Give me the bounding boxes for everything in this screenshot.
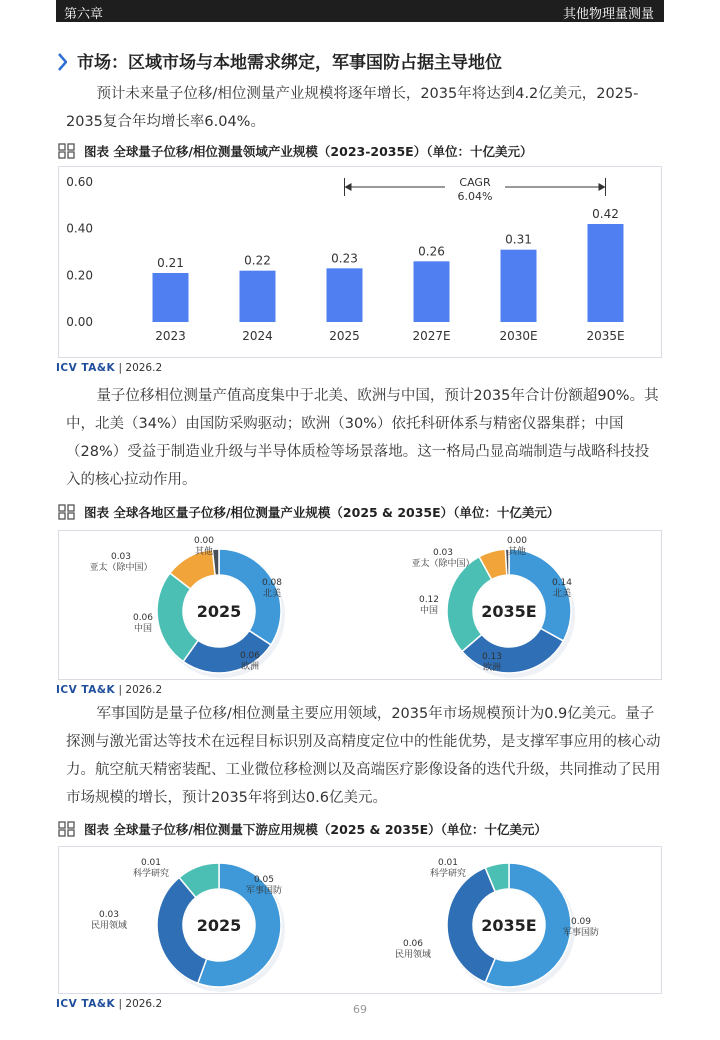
chapter-label: 第六章 [64, 7, 104, 22]
donut-center-label: 2035E [481, 916, 537, 935]
section-label: 其他物理量测量 [562, 7, 654, 22]
x-tick-label: 2035E [586, 329, 625, 343]
bar [153, 273, 189, 322]
slice-name-label: 民用领域 [90, 921, 128, 931]
slice-value-label: 0.01 [140, 858, 162, 868]
x-tick-label: 2025 [329, 329, 360, 343]
slice-value-label: 0.03 [432, 548, 454, 558]
slice-name-label: 其他 [507, 547, 527, 557]
bar [414, 261, 450, 322]
bar-chart [59, 167, 661, 357]
slice-name-label: 中国 [133, 624, 153, 634]
slice-name-label: 亚太（除中国） [411, 559, 475, 569]
bar [501, 250, 537, 322]
bar [240, 271, 276, 322]
y-tick-label: 0.00 [66, 315, 93, 329]
slice-name-label: 北美 [552, 589, 572, 599]
donut-center-label: 2035E [481, 602, 537, 621]
figure-3-caption-text: 图表 全球量子位移/相位测量下游应用规模（2025 & 2035E）（单位：十亿美元） [84, 822, 547, 837]
slice-name-label: 北美 [262, 589, 282, 599]
source-note-3: ICV TA&K | 2026.2 [56, 998, 163, 1010]
bar [588, 224, 624, 322]
region-donut-charts [59, 531, 661, 679]
slice-name-label: 中国 [419, 606, 439, 616]
slice-value-label: 0.06 [402, 939, 424, 949]
slice-value-label: 0.06 [239, 651, 261, 661]
donut-center-label: 2025 [196, 916, 242, 935]
slice-name-label: 军事国防 [245, 886, 283, 896]
slice-value-label: 0.03 [98, 910, 120, 920]
application-donut-panel [58, 846, 662, 994]
bar-value-label: 0.26 [418, 244, 445, 259]
slice-value-label: 0.05 [253, 875, 275, 885]
y-tick-label: 0.60 [66, 175, 93, 189]
slice-name-label: 科学研究 [429, 869, 467, 879]
slice-name-label: 其他 [194, 547, 214, 557]
slice-value-label: 0.00 [193, 536, 215, 546]
chart-icon [58, 821, 76, 837]
section-title-text: 市场：区域市场与本地需求绑定，军事国防占据主导地位 [77, 53, 502, 73]
x-tick-label: 2030E [499, 329, 538, 343]
figure-1-caption [58, 142, 532, 160]
source-date: 2026.2 [125, 684, 163, 696]
slice-value-label: 0.13 [481, 652, 503, 662]
cagr-label: CAGR [459, 176, 491, 189]
slice-name-label: 民用领域 [394, 950, 432, 960]
x-tick-label: 2024 [242, 329, 273, 343]
paragraph-1: 预计未来量子位移/相位测量产业规模将逐年增长，2035年将达到4.2亿美元，2025-2035复合年均增长率6.04%。 [66, 86, 639, 130]
donut-center-label: 2025 [196, 602, 242, 621]
chevron-right-icon [58, 53, 67, 71]
chart-icon [58, 143, 76, 159]
cagr-arrow-head [599, 183, 606, 191]
source-date: 2026.2 [125, 998, 163, 1010]
slice-value-label: 0.08 [261, 578, 283, 588]
x-tick-label: 2023 [155, 329, 186, 343]
figure-1-caption-text: 图表 全球量子位移/相位测量领域产业规模（2023-2035E）（单位：十亿美元） [84, 144, 533, 159]
source-note-1: ICV TA&K | 2026.2 [56, 362, 163, 374]
figure-3-caption [58, 820, 547, 838]
cagr-arrow-head [345, 183, 352, 191]
paragraph-3: 军事国防是量子位移/相位测量主要应用领域，2035年市场规模预计为0.9亿美元。量子探测与激光雷达等技术在远程目标识别及高精度定位中的性能优势，是支撑军事应用的核心动力。航空航天精密装配、工业微位移检测以及高端医疗影像设备的迭代升级，共同推动了民用市场规模的增长，预计2035年将到达0.6亿美元。 [66, 706, 661, 806]
section-title [58, 48, 502, 73]
slice-value-label: 0.14 [551, 578, 573, 588]
source-date: 2026.2 [125, 362, 163, 374]
bar-chart-panel [58, 166, 662, 358]
slice-value-label: 0.06 [132, 613, 154, 623]
slice-name-label: 科学研究 [132, 869, 170, 879]
bar [327, 268, 363, 322]
source-brand: ICV TA&K [56, 684, 116, 696]
slice-name-label: 亚太（除中国） [89, 563, 153, 573]
source-note-2: ICV TA&K | 2026.2 [56, 684, 163, 696]
slice-value-label: 0.01 [437, 858, 459, 868]
chart-icon [58, 504, 76, 520]
bar-value-label: 0.22 [244, 253, 271, 268]
y-tick-label: 0.20 [66, 268, 93, 283]
slice-value-label: 0.09 [570, 917, 592, 927]
application-donut-charts [59, 847, 661, 993]
slice-name-label: 欧洲 [482, 663, 502, 673]
bar-value-label: 0.31 [505, 232, 532, 247]
y-tick-label: 0.40 [66, 221, 93, 236]
figure-2-caption [58, 503, 559, 521]
bar-value-label: 0.21 [157, 256, 184, 270]
page-header [56, 0, 664, 22]
x-tick-label: 2027E [412, 329, 451, 343]
slice-value-label: 0.00 [506, 536, 528, 546]
paragraph-2: 量子位移相位测量产值高度集中于北美、欧洲与中国，预计2035年合计份额超90%。其中，北美（34%）由国防采购驱动；欧洲（30%）依托科研体系与精密仪器集群；中国（28%）受益于制造业升级与半导体质检等场景落地。这一格局凸显高端制造与战略科技投入的核心拉动作用。 [66, 388, 659, 488]
bar-value-label: 0.23 [331, 251, 358, 266]
source-brand: ICV TA&K [56, 362, 116, 374]
slice-value-label: 0.12 [418, 595, 440, 605]
figure-2-caption-text: 图表 全球各地区量子位移/相位测量产业规模（2025 & 2035E）（单位：十亿美元） [84, 505, 560, 520]
slice-name-label: 欧洲 [240, 662, 260, 672]
page-number: 69 [353, 1003, 367, 1016]
slice-name-label: 军事国防 [562, 928, 600, 938]
region-donut-panel [58, 530, 662, 680]
source-brand: ICV TA&K [56, 998, 116, 1010]
bar-value-label: 0.42 [592, 207, 619, 221]
slice-value-label: 0.03 [110, 552, 132, 562]
cagr-value: 6.04% [457, 190, 493, 203]
